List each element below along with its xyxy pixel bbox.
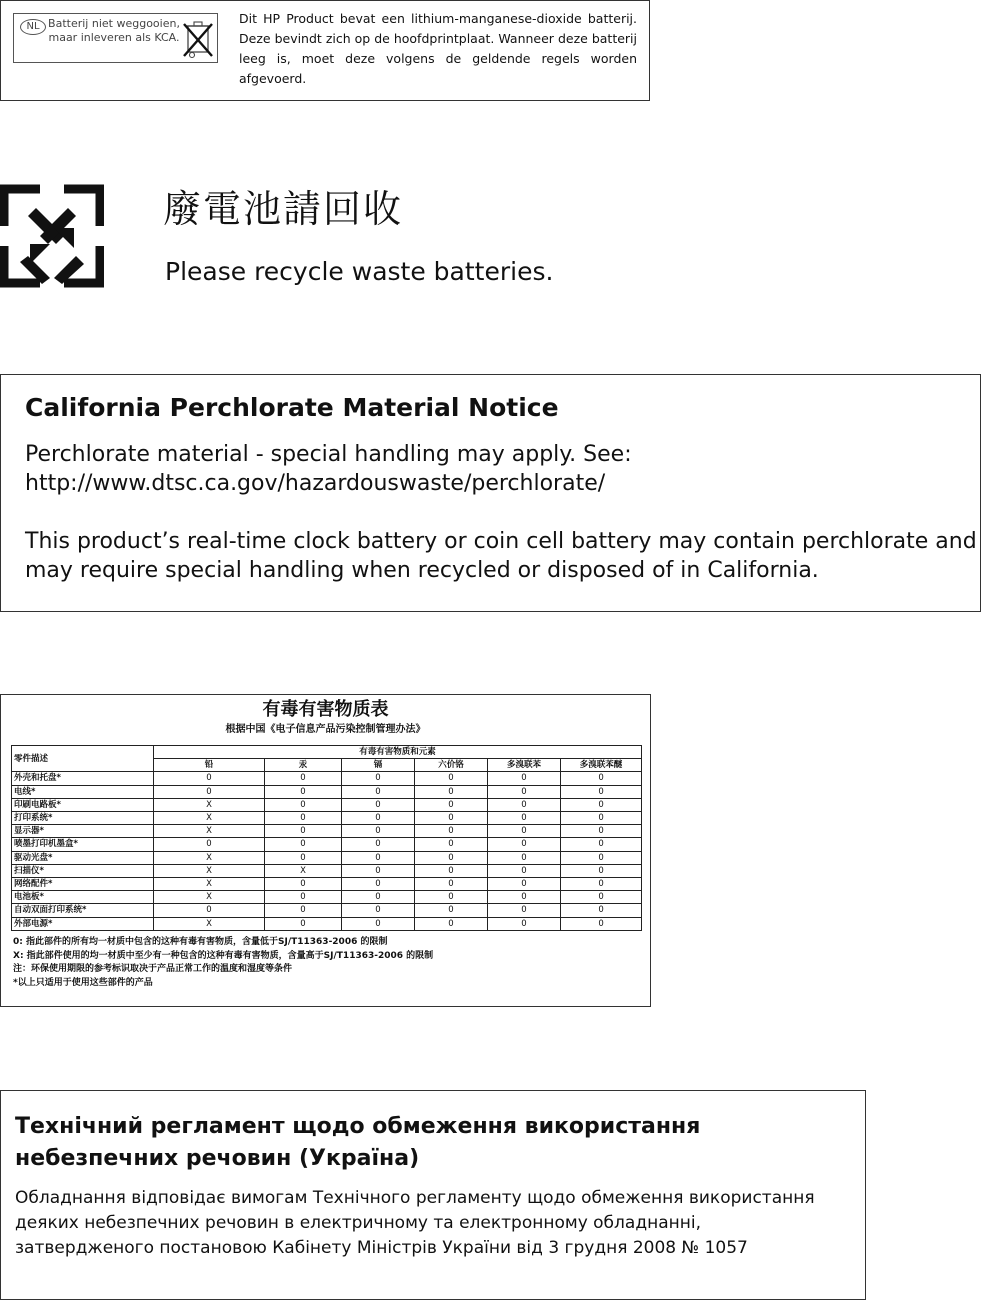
substance-value-cell: 0 bbox=[265, 838, 342, 851]
dtsc-url: http://www.dtsc.ca.gov/hazardouswaste/perchlorate/ bbox=[25, 471, 606, 496]
table-row bbox=[12, 838, 642, 851]
table-row bbox=[12, 825, 642, 838]
substance-value-cell: 0 bbox=[561, 891, 642, 904]
part-name-cell: 外部电源* bbox=[12, 917, 154, 930]
table-row bbox=[12, 904, 642, 917]
part-name-cell: 外壳和托盘* bbox=[12, 772, 154, 785]
part-name-cell: 自动双面打印系统* bbox=[12, 904, 154, 917]
table-note: *以上只适用于使用这些部件的产品 bbox=[13, 977, 153, 988]
substance-value-cell: X bbox=[154, 851, 265, 864]
substance-value-cell: 0 bbox=[265, 825, 342, 838]
substance-value-cell: 0 bbox=[265, 798, 342, 811]
substance-value-cell: X bbox=[154, 812, 265, 825]
substance-value-cell: 0 bbox=[561, 772, 642, 785]
substance-value-cell: X bbox=[154, 891, 265, 904]
title-line: Технічний регламент щодо обмеження використання bbox=[15, 1114, 701, 1139]
table-row bbox=[12, 878, 642, 891]
substance-value-cell: 0 bbox=[561, 812, 642, 825]
country-code-badge: NL bbox=[20, 19, 46, 35]
substance-value-cell: 0 bbox=[265, 772, 342, 785]
dutch-notice-text: Dit HP Product bevat een lithium-manganese-dioxide batterij. Deze bevindt zich op de hoofdprintplaat. Wanneer deze batterij leeg is, moet deze volgens de geldende regels worden afgevoerd. bbox=[239, 11, 637, 86]
substance-value-cell: 0 bbox=[342, 772, 415, 785]
part-name-cell: 打印系统* bbox=[12, 812, 154, 825]
china-hazardous-substance-table bbox=[0, 694, 651, 1007]
substance-value-cell: 0 bbox=[154, 772, 265, 785]
substance-value-cell: 0 bbox=[342, 798, 415, 811]
substance-value-cell: 0 bbox=[415, 772, 488, 785]
substance-value-cell: 0 bbox=[342, 891, 415, 904]
table-row bbox=[12, 851, 642, 864]
part-name-cell: 印刷电路板* bbox=[12, 798, 154, 811]
substance-value-cell: 0 bbox=[342, 904, 415, 917]
substance-value-cell: 0 bbox=[488, 851, 561, 864]
substance-column-header: 多溴联苯 bbox=[488, 759, 561, 772]
substance-value-cell: 0 bbox=[488, 917, 561, 930]
substance-value-cell: 0 bbox=[488, 891, 561, 904]
ukraine-regulation-notice bbox=[0, 1090, 866, 1300]
text-line: may require special handling when recycled or disposed of in California. bbox=[25, 558, 819, 583]
substance-value-cell: 0 bbox=[265, 812, 342, 825]
substance-value-cell: X bbox=[154, 825, 265, 838]
substance-value-cell: 0 bbox=[415, 891, 488, 904]
table-row bbox=[12, 917, 642, 930]
notice-title: California Perchlorate Material Notice bbox=[25, 393, 559, 422]
substance-value-cell: 0 bbox=[488, 772, 561, 785]
substance-value-cell: 0 bbox=[342, 812, 415, 825]
recycle-title-chinese: 廢電池請回收 bbox=[163, 187, 404, 231]
substance-value-cell: 0 bbox=[342, 785, 415, 798]
substance-value-cell: 0 bbox=[488, 838, 561, 851]
substance-value-cell: X bbox=[154, 798, 265, 811]
kca-label bbox=[13, 13, 218, 63]
substance-value-cell: 0 bbox=[342, 838, 415, 851]
substance-value-cell: 0 bbox=[561, 864, 642, 877]
table-note: 注：环保使用期限的参考标识取决于产品正常工作的温度和湿度等条件 bbox=[13, 964, 293, 974]
substance-table bbox=[11, 745, 642, 931]
substance-value-cell: X bbox=[154, 864, 265, 877]
part-name-cell: 显示器* bbox=[12, 825, 154, 838]
table-row bbox=[12, 772, 642, 785]
substance-value-cell: 0 bbox=[561, 798, 642, 811]
substance-value-cell: 0 bbox=[561, 825, 642, 838]
part-name-cell: 电池板* bbox=[12, 891, 154, 904]
table-notes bbox=[13, 936, 643, 990]
substance-value-cell: 0 bbox=[561, 851, 642, 864]
substance-value-cell: 0 bbox=[488, 864, 561, 877]
battery-recycle-icon bbox=[0, 184, 104, 288]
table-subtitle: 根据中国《电子信息产品污染控制管理办法》 bbox=[225, 724, 426, 735]
substance-value-cell: 0 bbox=[488, 878, 561, 891]
substance-value-cell: 0 bbox=[415, 838, 488, 851]
substance-column-header: 铅 bbox=[154, 759, 265, 772]
part-name-cell: 电线* bbox=[12, 785, 154, 798]
table-note: X: 指此部件使用的均一材质中至少有一种包含的这种有毒有害物质，含量高于SJ/T11363-2006 的限制 bbox=[13, 950, 434, 961]
table-row bbox=[12, 864, 642, 877]
substance-value-cell: 0 bbox=[561, 785, 642, 798]
substance-column-header: 六价铬 bbox=[415, 759, 488, 772]
substance-value-cell: 0 bbox=[342, 917, 415, 930]
substance-value-cell: 0 bbox=[561, 878, 642, 891]
text-line: Обладнання відповідає вимогам Технічного регламенту щодо обмеження використання bbox=[15, 1188, 815, 1208]
text-line: This product’s real-time clock battery or coin cell battery may contain perchlorate and bbox=[25, 529, 977, 554]
table-title: 有毒有害物质表 bbox=[262, 699, 389, 720]
table-body bbox=[12, 772, 642, 930]
substance-value-cell: 0 bbox=[488, 904, 561, 917]
substance-value-cell: 0 bbox=[342, 864, 415, 877]
substance-value-cell: 0 bbox=[488, 785, 561, 798]
table-row bbox=[12, 812, 642, 825]
substance-value-cell: X bbox=[154, 878, 265, 891]
substance-value-cell: 0 bbox=[154, 904, 265, 917]
substance-column-header: 镉 bbox=[342, 759, 415, 772]
substance-value-cell: 0 bbox=[561, 917, 642, 930]
part-name-cell: 网络配件* bbox=[12, 878, 154, 891]
substance-value-cell: 0 bbox=[415, 825, 488, 838]
substance-value-cell: X bbox=[265, 864, 342, 877]
substance-value-cell: 0 bbox=[415, 864, 488, 877]
substance-value-cell: 0 bbox=[561, 838, 642, 851]
table-row bbox=[12, 785, 642, 798]
substance-group-header: 有毒有害物质和元素 bbox=[154, 746, 642, 759]
substance-value-cell: 0 bbox=[265, 904, 342, 917]
substance-value-cell: 0 bbox=[561, 904, 642, 917]
text-line: деяких небезпечних речовин в електричному та електронному обладнанні, bbox=[15, 1213, 701, 1233]
part-name-cell: 喷墨打印机墨盒* bbox=[12, 838, 154, 851]
table-note: 0: 指此部件的所有均一材质中包含的这种有毒有害物质，含量低于SJ/T11363-2006 的限制 bbox=[13, 937, 388, 947]
substance-value-cell: X bbox=[154, 917, 265, 930]
substance-value-cell: 0 bbox=[415, 878, 488, 891]
substance-value-cell: 0 bbox=[488, 798, 561, 811]
text-line: Perchlorate material - special handling may apply. See: bbox=[25, 442, 632, 467]
substance-value-cell: 0 bbox=[154, 785, 265, 798]
substance-value-cell: 0 bbox=[415, 851, 488, 864]
title-line: небезпечних речовин (Україна) bbox=[15, 1146, 420, 1171]
substance-column-header: 汞 bbox=[265, 759, 342, 772]
substance-value-cell: 0 bbox=[415, 812, 488, 825]
part-name-cell: 扫描仪* bbox=[12, 864, 154, 877]
substance-value-cell: 0 bbox=[415, 917, 488, 930]
substance-value-cell: 0 bbox=[488, 825, 561, 838]
battery-paragraph bbox=[25, 527, 977, 585]
text-line: затвердженого постановою Кабінету Міністрів України від 3 грудня 2008 № 1057 bbox=[15, 1238, 748, 1258]
substance-column-header: 多溴联苯醚 bbox=[561, 759, 642, 772]
substance-value-cell: 0 bbox=[265, 917, 342, 930]
substance-value-cell: 0 bbox=[154, 838, 265, 851]
substance-value-cell: 0 bbox=[265, 878, 342, 891]
notice-title bbox=[15, 1111, 855, 1175]
substance-value-cell: 0 bbox=[342, 825, 415, 838]
dutch-battery-notice bbox=[0, 0, 650, 101]
kca-label-text: Batterij niet weggooien, maar inleveren als KCA. bbox=[48, 17, 180, 44]
table-row bbox=[12, 891, 642, 904]
substance-value-cell: 0 bbox=[488, 812, 561, 825]
part-header: 零件描述 bbox=[12, 746, 154, 772]
substance-value-cell: 0 bbox=[265, 785, 342, 798]
table-row bbox=[12, 798, 642, 811]
california-perchlorate-notice bbox=[0, 374, 981, 612]
part-name-cell: 驱动光盘* bbox=[12, 851, 154, 864]
perchlorate-paragraph bbox=[25, 440, 965, 498]
substance-value-cell: 0 bbox=[415, 785, 488, 798]
notice-body bbox=[15, 1186, 855, 1261]
substance-value-cell: 0 bbox=[265, 891, 342, 904]
substance-value-cell: 0 bbox=[342, 878, 415, 891]
substance-value-cell: 0 bbox=[415, 798, 488, 811]
crossed-out-bin-icon bbox=[182, 18, 214, 60]
substance-value-cell: 0 bbox=[415, 904, 488, 917]
substance-value-cell: 0 bbox=[265, 851, 342, 864]
substance-value-cell: 0 bbox=[342, 851, 415, 864]
recycle-text-english: Please recycle waste batteries. bbox=[165, 257, 554, 286]
